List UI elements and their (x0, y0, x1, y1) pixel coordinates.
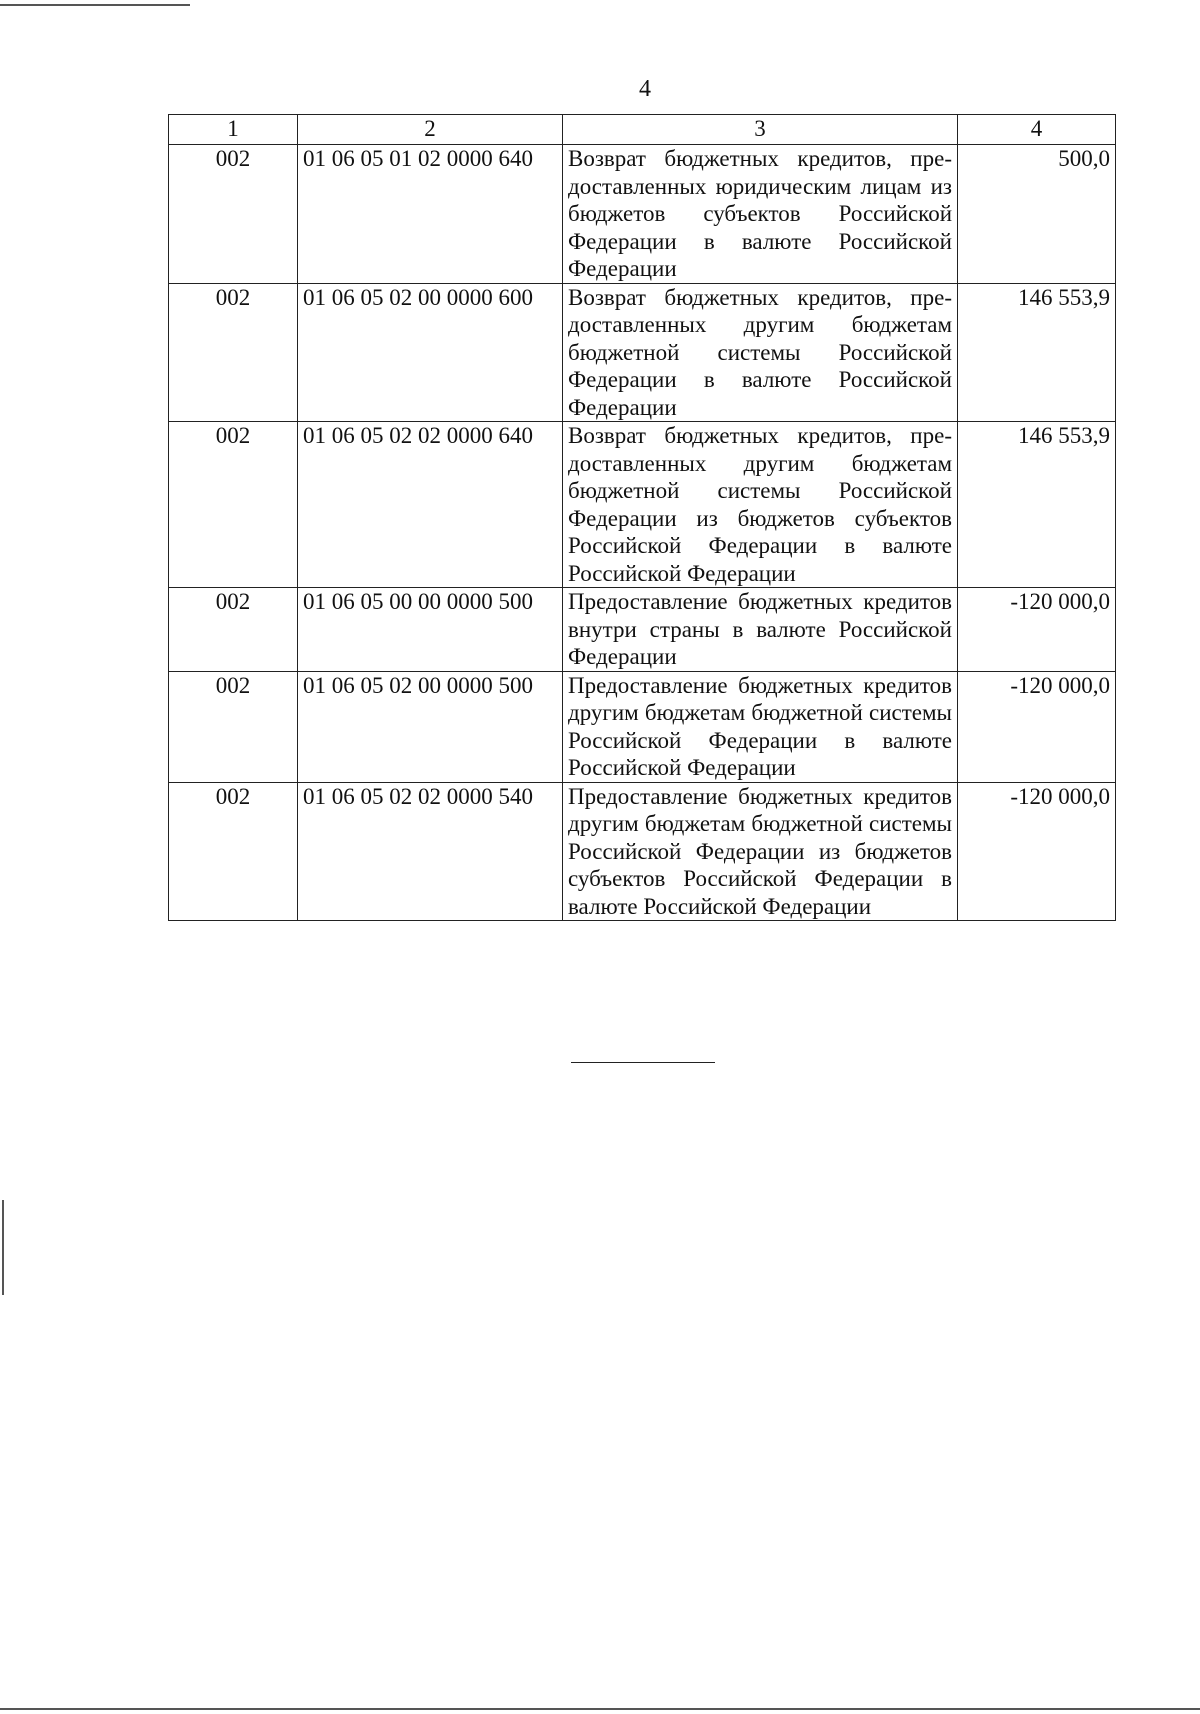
kbk-code-cell: 01 06 05 00 00 0000 500 (298, 588, 563, 672)
admin-code-cell: 002 (169, 671, 298, 782)
table-row (169, 671, 1116, 782)
amount-cell: 146 553,9 (958, 283, 1116, 422)
table-row (169, 782, 1116, 921)
kbk-code-cell: 01 06 05 02 00 0000 600 (298, 283, 563, 422)
kbk-code-cell: 01 06 05 02 02 0000 640 (298, 422, 563, 588)
amount-cell: -120 000,0 (958, 588, 1116, 672)
description-cell: Возврат бюджетных кредитов, предоставленных другим бюджетам бюджетной системы Российской Федерации из бюджетов субъектов Российской Федерации в валюте Российской Федерации (563, 422, 958, 588)
table-header-row (169, 115, 1116, 145)
description-cell: Предоставление бюджетных кредитов другим бюджетам бюджетной системы Российской Федерации в валюте Российской Федерации (563, 671, 958, 782)
kbk-code-cell: 01 06 05 01 02 0000 640 (298, 145, 563, 284)
end-of-table-rule (571, 1062, 715, 1063)
scan-edge-left (2, 1200, 4, 1295)
column-header-3: 3 (563, 115, 958, 145)
column-header-2: 2 (298, 115, 563, 145)
admin-code-cell: 002 (169, 283, 298, 422)
budget-sources-table (168, 114, 1116, 921)
scan-edge-bottom (0, 1708, 1200, 1710)
admin-code-cell: 002 (169, 782, 298, 921)
kbk-code-cell: 01 06 05 02 00 0000 500 (298, 671, 563, 782)
amount-cell: -120 000,0 (958, 671, 1116, 782)
description-cell: Возврат бюджетных кредитов, предоставленных юридическим лицам из бюджетов субъектов Российской Федерации в валюте Российской Федерации (563, 145, 958, 284)
scan-edge-top (0, 4, 190, 6)
table-row (169, 422, 1116, 588)
admin-code-cell: 002 (169, 422, 298, 588)
amount-cell: -120 000,0 (958, 782, 1116, 921)
column-header-1: 1 (169, 115, 298, 145)
kbk-code-cell: 01 06 05 02 02 0000 540 (298, 782, 563, 921)
page-number: 4 (639, 76, 651, 102)
table-row (169, 283, 1116, 422)
description-cell: Возврат бюджетных кредитов, предоставленных другим бюджетам бюджетной системы Российской Федерации в валюте Российской Федерации (563, 283, 958, 422)
amount-cell: 146 553,9 (958, 422, 1116, 588)
column-header-4: 4 (958, 115, 1116, 145)
description-cell: Предоставление бюджетных кредитов другим бюджетам бюджетной системы Российской Федерации из бюджетов субъектов Российской Федерации в валюте Российской Федерации (563, 782, 958, 921)
table-row (169, 588, 1116, 672)
admin-code-cell: 002 (169, 588, 298, 672)
amount-cell: 500,0 (958, 145, 1116, 284)
admin-code-cell: 002 (169, 145, 298, 284)
description-cell: Предоставление бюджетных кредитов внутри страны в валюте Российской Федерации (563, 588, 958, 672)
table-row (169, 145, 1116, 284)
